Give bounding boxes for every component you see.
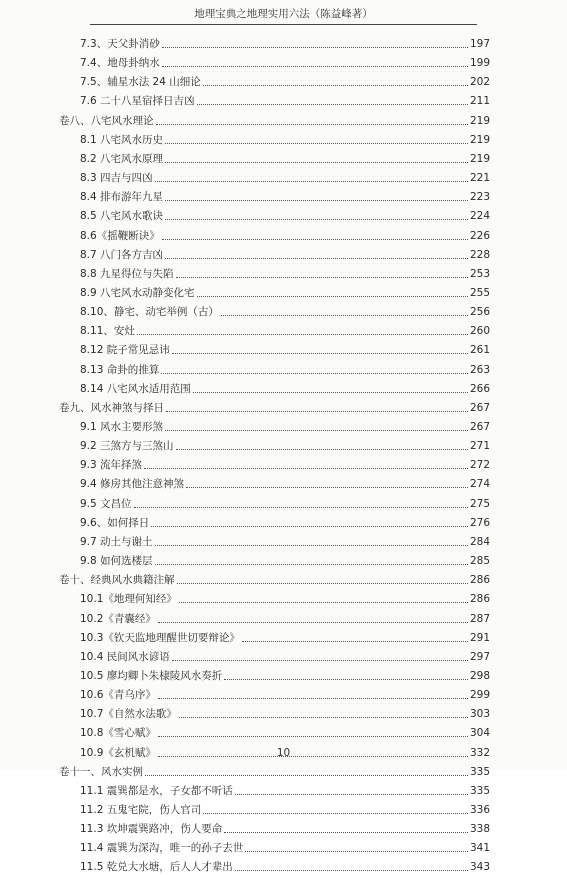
toc-entry-title: 10.7《自然水法歌》 [80, 708, 177, 721]
dot-leader [197, 103, 468, 105]
toc-entry-page: 297 [469, 650, 490, 663]
toc-entry-title: 9.8 如何选楼层 [80, 555, 153, 568]
toc-section-entry [80, 838, 490, 856]
toc-section-entry [80, 187, 490, 205]
toc-entry-page: 271 [469, 440, 490, 453]
toc-entry-page: 284 [469, 535, 490, 548]
toc-entry-title: 7.6 二十八星宿择日吉凶 [80, 95, 195, 108]
toc-entry-page: 286 [469, 574, 490, 587]
toc-section-entry [80, 589, 490, 607]
toc-entry-title: 卷十一、风水实例 [59, 765, 143, 778]
toc-section-entry [80, 91, 490, 109]
toc-entry-page: 267 [469, 421, 490, 433]
toc-section-entry [80, 206, 490, 224]
toc-entry-title: 7.3、天父卦消砂 [80, 38, 160, 50]
toc-chapter-entry [59, 111, 490, 129]
toc-entry-title: 卷十、经典风水典籍注解 [59, 574, 175, 587]
dot-leader [245, 850, 468, 852]
dot-leader [235, 793, 468, 795]
toc-entry-page: 343 [469, 861, 490, 874]
dot-leader [158, 697, 468, 699]
dot-leader [177, 582, 468, 584]
dot-leader [165, 161, 468, 163]
toc-section-entry [80, 857, 490, 875]
toc-section-entry [80, 379, 490, 397]
toc-section-entry [80, 532, 490, 550]
toc-section-entry [80, 513, 490, 531]
toc-section-entry [80, 340, 490, 358]
dot-leader [151, 525, 468, 527]
dot-leader [176, 448, 468, 450]
toc-entry-title: 8.1 八宅风水历史 [80, 133, 164, 146]
toc-entry-title: 9.7 动土与谢土 [80, 535, 153, 548]
page-number: 10 [276, 747, 291, 759]
toc-entry-title: 8.9 八宅风水动静变化宅 [80, 286, 195, 299]
toc-entry-page: 275 [469, 497, 490, 510]
toc-section-entry [80, 551, 490, 569]
toc-entry-title: 10.1《地理何知经》 [80, 593, 177, 606]
dot-leader [193, 391, 468, 393]
toc-entry-page: 263 [469, 363, 490, 376]
toc-entry-title: 8.13 命卦的推算 [80, 363, 160, 376]
toc-entry-title: 9.1 风水主要形煞 [80, 421, 164, 433]
dot-leader [172, 352, 468, 354]
toc-entry-page: 335 [469, 765, 490, 778]
toc-section-entry [80, 647, 490, 665]
toc-entry-title: 9.4 修房其他注意神煞 [80, 478, 185, 491]
toc-section-entry [80, 72, 490, 90]
toc-section-entry [80, 685, 490, 703]
toc-section-entry [80, 781, 490, 799]
toc-section-entry [80, 494, 490, 512]
toc-entry-title: 8.5 八宅风水歌诀 [80, 210, 164, 223]
dot-leader [235, 869, 468, 871]
dot-leader [224, 831, 468, 833]
toc-entry-page: 335 [469, 784, 490, 797]
toc-entry-title: 10.9《玄机赋》 [80, 746, 156, 759]
dot-leader [144, 467, 468, 469]
toc-entry-title: 11.2 五鬼宅院，伤人官司 [80, 804, 202, 816]
toc-section-entry [80, 436, 490, 454]
toc-section-entry [80, 53, 490, 71]
dot-leader [186, 486, 468, 488]
toc-section-entry [80, 704, 490, 722]
dot-leader [162, 238, 468, 240]
toc-entry-title: 8.6《摇鞭断诀》 [80, 229, 160, 242]
toc-section-entry [80, 283, 490, 301]
toc-entry-title: 卷九、风水神煞与择日 [59, 401, 164, 414]
dot-leader [165, 257, 468, 259]
toc-section-entry [80, 723, 490, 741]
toc-entry-title: 9.2 三煞方与三煞山 [80, 440, 174, 453]
toc-section-entry [80, 474, 490, 492]
dot-leader [145, 774, 468, 776]
toc-entry-page: 272 [469, 459, 490, 472]
toc-entry-title: 10.5 廖均卿卜朱棣陵风水奏折 [80, 669, 223, 682]
toc-section-entry [80, 34, 490, 52]
toc-entry-page: 219 [469, 152, 490, 165]
dot-leader [197, 295, 468, 297]
toc-chapter-entry [59, 398, 490, 416]
toc-entry-title: 10.2《青囊经》 [80, 612, 156, 625]
dot-leader [179, 601, 468, 603]
toc-section-entry [80, 800, 490, 818]
dot-leader [162, 65, 468, 67]
dot-leader [155, 544, 468, 546]
toc-entry-title: 11.5 乾兑大水塘，后人人才辈出 [80, 861, 233, 874]
toc-entry-title: 8.10、静宅、动宅举例（古） [80, 306, 219, 319]
dot-leader [156, 123, 468, 125]
dot-leader [172, 659, 468, 661]
toc-entry-page: 338 [469, 823, 490, 836]
dot-leader [165, 199, 468, 201]
toc-entry-page: 276 [469, 516, 490, 529]
dot-leader [203, 812, 468, 814]
toc-chapter-entry [59, 570, 490, 588]
toc-entry-title: 11.1 震巽都是水，子女都不听话 [80, 784, 233, 797]
toc-entry-title: 8.14 八宅风水适用范围 [80, 382, 191, 395]
toc-entry-page: 285 [469, 555, 490, 568]
toc-entry-page: 304 [469, 727, 490, 740]
toc-section-entry [80, 628, 490, 646]
toc-entry-title: 10.4 民间风水谚语 [80, 650, 170, 663]
toc-entry-page: 224 [469, 210, 490, 223]
toc-entry-title: 8.8 九星得位与失陷 [80, 267, 174, 280]
toc-section-entry [80, 226, 490, 244]
toc-entry-title: 11.3 坎坤震巽路冲，伤人要命 [80, 823, 223, 836]
toc-entry-title: 10.3《钦天监地理醒世切要辩论》 [80, 631, 240, 644]
toc-entry-page: 261 [469, 344, 490, 357]
toc-entry-page: 256 [469, 306, 490, 319]
toc-entry-title: 8.11、安灶 [80, 325, 135, 338]
toc-entry-title: 11.4 震巽为深沟，唯一的孙子去世 [80, 842, 244, 855]
toc-entry-title: 8.3 四吉与四凶 [80, 172, 153, 185]
dot-leader [165, 429, 468, 431]
toc-entry-title: 9.5 文昌位 [80, 497, 132, 510]
dot-leader [134, 506, 468, 508]
running-header: 地理宝典之地理实用六法（陈益峰著） [90, 6, 477, 25]
toc-section-entry [80, 168, 490, 186]
toc-entry-page: 341 [469, 842, 490, 855]
dot-leader [155, 180, 468, 182]
dot-leader [165, 218, 468, 220]
toc-section-entry [80, 455, 490, 473]
toc-entry-page: 255 [469, 286, 490, 299]
toc-entry-page: 266 [469, 382, 490, 395]
toc-section-entry [80, 360, 490, 378]
dot-leader [176, 276, 468, 278]
dot-leader [203, 84, 468, 86]
toc-entry-title: 9.6、如何择日 [80, 516, 150, 529]
toc-entry-title: 8.12 院子常见忌讳 [80, 344, 170, 357]
toc-entry-title: 7.5、辅星水法 24 山细论 [80, 76, 201, 89]
toc-entry-page: 286 [469, 593, 490, 606]
toc-entry-page: 303 [469, 708, 490, 721]
dot-leader [242, 640, 468, 642]
dot-leader [224, 678, 468, 680]
toc-entry-page: 228 [469, 248, 490, 261]
toc-entry-title: 卷八、八宅风水理论 [59, 114, 154, 127]
dot-leader [137, 333, 468, 335]
dot-leader [165, 142, 468, 144]
dot-leader [221, 314, 468, 316]
dot-leader [179, 716, 468, 718]
toc-entry-title: 7.4、地母卦纳水 [80, 57, 160, 70]
toc-section-entry [80, 302, 490, 320]
dot-leader [158, 735, 468, 737]
toc-entry-page: 332 [469, 746, 490, 759]
toc-section-entry [80, 819, 490, 837]
toc-section-entry [80, 245, 490, 263]
toc-entry-title: 10.8《雪心赋》 [80, 727, 156, 740]
toc-section-entry [80, 321, 490, 339]
toc-entry-page: 202 [469, 76, 490, 89]
toc-entry-page: 253 [469, 267, 490, 280]
toc-entry-title: 8.4 排布游年九星 [80, 191, 164, 204]
toc-entry-page: 298 [469, 669, 490, 682]
toc-chapter-entry [59, 762, 490, 780]
toc-entry-page: 260 [469, 325, 490, 338]
toc-entry-title: 9.3 流年择煞 [80, 459, 143, 472]
toc-entry-page: 197 [469, 38, 490, 50]
dot-leader [166, 410, 468, 412]
toc-entry-page: 287 [469, 612, 490, 625]
toc-entry-page: 221 [469, 172, 490, 185]
toc-section-entry [80, 130, 490, 148]
toc-entry-page: 226 [469, 229, 490, 242]
dot-leader [162, 46, 468, 48]
toc-entry-title: 8.2 八宅风水原理 [80, 152, 164, 165]
dot-leader [158, 621, 468, 623]
toc-section-entry [80, 666, 490, 684]
toc-entry-page: 211 [469, 95, 490, 108]
toc-entry-page: 223 [469, 191, 490, 204]
dot-leader [161, 372, 468, 374]
toc-entry-page: 336 [469, 804, 490, 816]
toc-section-entry [80, 149, 490, 167]
toc-section-entry [80, 417, 490, 435]
toc-entry-page: 274 [469, 478, 490, 491]
toc-entry-page: 291 [469, 631, 490, 644]
toc-entry-page: 299 [469, 689, 490, 702]
toc-entry-page: 219 [469, 133, 490, 146]
toc-entry-page: 219 [469, 114, 490, 127]
toc-entry-page: 199 [469, 57, 490, 70]
toc-section-entry [80, 264, 490, 282]
toc-entry-title: 8.7 八门各方吉凶 [80, 248, 164, 261]
dot-leader [155, 563, 468, 565]
toc-entry-page: 267 [469, 401, 490, 414]
toc-section-entry [80, 609, 490, 627]
toc-entry-title: 10.6《青乌序》 [80, 689, 156, 702]
